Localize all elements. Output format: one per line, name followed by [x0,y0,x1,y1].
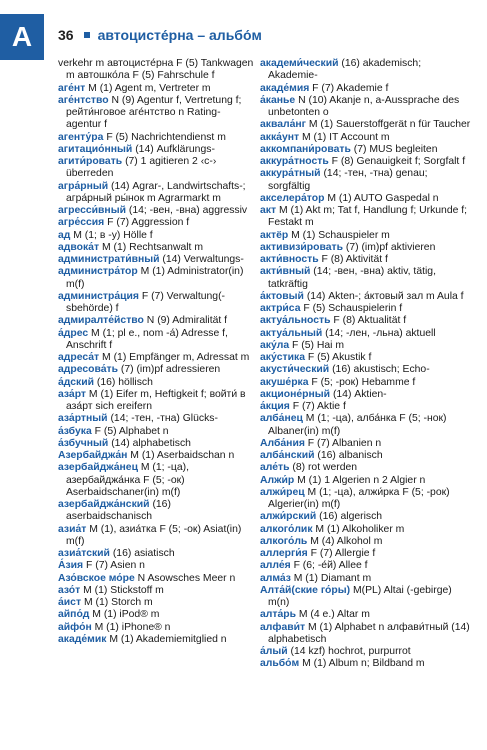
dictionary-entry [260,475,472,487]
entry-headword: акуше́рка [260,376,309,388]
dictionary-entry [260,524,472,536]
dictionary-entry [58,156,254,181]
entry-definition: N (9) Agentur f, Vertretung f; рейти́нговое аге́нтство n Rating-agentur f [66,94,242,131]
dictionary-entry [58,499,254,524]
entry-definition: (14; -вен, -вна) aktiv, tätig, tatkräftig [268,266,436,290]
dictionary-entry [58,181,254,206]
entry-headword: аквала́нг [260,119,306,131]
dictionary-entry [58,389,254,414]
entry-definition: F (6; -е́й) Allee f [293,560,368,572]
entry-definition: M (1) 1 Algerien n 2 Algier n [297,474,426,486]
entry-definition: (14) Akten-; а́ктовый зал m Aula f [306,290,464,302]
entry-definition: F (7) Allergie f [310,548,376,559]
dictionary-entry [260,230,472,242]
entry-definition: (14) alphabetisch [111,437,191,449]
dictionary-entry [260,193,472,205]
dictionary-entry [58,560,254,572]
dictionary-entry [260,315,472,327]
entry-definition: (16) albanisch [317,450,383,461]
entry-definition: F (7) Aggression f [107,217,190,229]
dictionary-entry [260,658,472,670]
entry-headword: але́ть [260,462,290,474]
entry-headword: айфо́н [58,621,92,633]
dictionary-entry [58,524,254,549]
dictionary-entry [58,462,254,499]
entry-definition: (16) algerisch [319,511,383,523]
dictionary-entry [260,377,472,389]
entry-definition: F (5) Schauspielerin f [303,303,403,314]
entry-headword: алба́нец [260,413,303,425]
entry-headword: администрати́вный [58,254,160,265]
entry-definition: M (1) Diamant m [293,572,372,584]
dictionary-entry [58,548,254,560]
entry-definition: M (1), азиа́тка F (5; -ок) Asiat(in) m(f) [66,523,242,547]
entry-headword: агресси́вный [58,205,126,216]
entry-headword: алжи́рец [260,486,305,498]
dictionary-entry [260,401,472,413]
entry-definition: M (1) Rechtsanwalt m [101,241,203,253]
dictionary-entry [260,622,472,647]
entry-headword: аге́нт [58,82,86,94]
dictionary-entry [260,83,472,95]
entry-headword: азо́т [58,584,81,596]
entry-definition: (14; -тен, -тна) genau; sorgfältig [268,168,428,192]
entry-definition: M (1) iPod® m [92,609,160,621]
entry-headword: аккура́тный [260,168,321,180]
entry-definition: M (1) Akt m; Tat f, Handlung f; Urkunde f; Festakt m [268,205,468,229]
dictionary-entry [58,597,254,609]
dictionary-entry [260,560,472,572]
entry-definition: F (8) Aktivität f [321,254,388,265]
entry-definition: M (1) iPhone® n [94,621,171,633]
entry-definition: M (1) AUTO Gaspedal n [327,192,439,204]
dictionary-entry [260,156,472,168]
entry-definition: (14 kzf) hochrot, purpurrot [290,646,411,657]
dictionary-entry [260,511,472,523]
dictionary-entry [260,254,472,266]
entry-definition: (8) rot werden [292,462,358,474]
entry-headword: актёр [260,229,289,241]
dictionary-entry [260,609,472,621]
dictionary-entry [58,205,254,217]
dictionary-entry [260,132,472,144]
dictionary-entry [260,438,472,450]
entry-definition: F (7) Verwaltung(-sbehörde) f [66,290,225,314]
entry-headword: акти́вный [260,266,311,278]
entry-headword: а́кция [260,401,290,412]
dictionary-entry [260,291,472,303]
entry-headword: агре́ссия [58,217,105,229]
dictionary-entry [260,585,472,610]
dictionary-entry [58,609,254,621]
page-number: 36 [58,27,74,43]
entry-definition: M (1) Agent m, Vertreter m [88,82,211,94]
entry-definition: F (5) Hai m [292,339,344,351]
entry-headword: альбо́м [260,658,300,670]
entry-headword: акселера́тор [260,192,325,204]
entry-definition: M (1) IT Account m [302,131,390,143]
entry-headword: адреса́т [58,352,100,363]
entry-headword: академи́ческий [260,58,339,69]
entry-definition: M (1) Stickstoff m [83,584,164,596]
entry-headword: азербайджа́нский [58,499,150,510]
entry-headword: актри́са [260,303,301,314]
dictionary-entry [58,315,254,327]
entry-headword: акаде́мия [260,82,310,94]
entry-headword: а́лый [260,646,288,657]
entry-headword: Алта́й(ские го́ры) [260,584,351,596]
entry-definition: F (7) Albanien n [307,437,382,449]
entry-definition: M (1) Administrator(in) m(f) [66,266,244,290]
dictionary-entry [58,217,254,229]
entry-definition: F (8) Genauigkeit f; Sorgfalt f [331,156,466,167]
dictionary-entry [260,450,472,462]
entry-headword: администра́тор [58,266,138,278]
entry-headword: а́ист [58,597,82,608]
dictionary-entry [260,413,472,438]
entry-headword: а́дский [58,376,94,388]
entry-definition: F (7) Aktie f [292,401,346,412]
entry-definition: (14) Verwaltungs- [162,254,244,265]
entry-headword: алкого́лик [260,523,313,535]
dictionary-entry [58,585,254,597]
entry-headword: Алба́ния [260,437,305,449]
header-square-icon [84,32,90,38]
entry-headword: адресова́ть [58,364,118,376]
entry-headword: аку́ла [260,339,290,351]
entry-headword: азербайджа́нец [58,462,138,474]
entry-headword: аку́стика [260,352,305,363]
entry-definition: (14; -вен, -вна) aggressiv [128,205,248,216]
entry-definition: F (5) Akustik f [307,352,372,363]
entry-definition: N (10) Akanje n, a-Aussprache des unbetonten o [268,94,460,118]
page-header [58,24,262,46]
dictionary-entry [58,58,254,83]
entry-headword: азиа́тский [58,548,110,559]
entry-definition: M (1) Sauerstoffgerät n für Taucher [308,119,471,131]
entry-definition: M (1; -ца), алжи́рка F (5; -рок) Algerier(in) m(f) [268,486,450,510]
dictionary-entry [260,389,472,401]
entry-headword: алта́рь [260,609,296,621]
entry-definition: (14; -лен, -льна) aktuell [325,327,436,339]
dictionary-entry [260,328,472,340]
entry-definition: (16) akademisch; Akademie- [268,58,422,82]
entry-headword: а́дрес [58,327,89,339]
entry-headword: акционе́рный [260,388,331,400]
dictionary-entry [260,548,472,560]
entry-definition: verkehr m автоцисте́рна F (5) Tankwagen m автошко́ла F (5) Fahrschule f [58,58,254,82]
entry-headword: актуа́льный [260,327,323,339]
entry-headword: аккомпани́ровать [260,143,351,155]
dictionary-entry [260,573,472,585]
dictionary-entry [58,573,254,585]
entry-headword: алфави́т [260,621,306,633]
dictionary-entry [58,438,254,450]
dictionary-entry [58,413,254,425]
entry-headword: алжи́рский [260,511,317,523]
dictionary-entry [58,95,254,132]
entry-definition: (7) MUS begleiten [353,143,438,155]
entry-headword: а́ктовый [260,290,304,302]
left-column [58,58,254,738]
dictionary-entry [58,426,254,438]
dictionary-entry [260,487,472,512]
entry-headword: а́канье [260,94,296,106]
entry-headword: Алжи́р [260,474,295,486]
dictionary-entry [260,303,472,315]
entry-headword: акусти́ческий [260,364,330,376]
dictionary-entry [58,254,254,266]
dictionary-entry [260,536,472,548]
dictionary-entry [58,622,254,634]
entry-definition: M (1; pl е., nom -а́) Adresse f, Anschrift f [66,327,228,351]
dictionary-entry [58,242,254,254]
entry-definition: M (1) Akademiemitglied n [109,633,227,645]
entry-definition: F (8) Aktualität f [333,315,407,327]
dictionary-entry [260,266,472,291]
entry-headword: адвока́т [58,241,100,253]
entry-headword: активизи́ровать [260,241,343,253]
entry-headword: а́збучный [58,437,109,449]
entry-definition: (14) Agrar-, Landwirtschafts-; агра́рный ры́нок m Agrarmarkt m [66,180,246,204]
entry-headword: А́зия [58,560,84,572]
entry-definition: (14) Aufklärungs- [135,143,215,155]
entry-definition: (7) (im)pf adressieren [120,364,221,376]
entry-definition: M (1) Storch m [83,597,153,608]
dictionary-entry [260,95,472,120]
entry-definition: N (9) Admiralität f [146,315,228,327]
entry-headword: агра́рный [58,180,109,192]
entry-headword: адмиралте́йство [58,315,144,327]
entry-definition: (16) aserbaidschanisch [66,499,171,523]
entry-headword: акаде́мик [58,633,107,645]
entry-headword: аллерги́я [260,548,308,559]
entry-headword: Азо́вское мо́ре [58,572,135,584]
entry-definition: M (1) Alphabet n алфави́тный (14) alphabetisch [268,621,470,645]
entry-headword: агити́ровать [58,156,123,167]
entry-headword: алкого́ль [260,535,308,547]
entry-headword: актуа́льность [260,315,331,327]
headword-range: автоцисте́рна – альбо́м [97,27,262,43]
dictionary-entry [58,144,254,156]
dictionary-entry [260,462,472,474]
entry-headword: ад [58,229,71,241]
dictionary-entry [58,291,254,316]
entry-definition: M (1; -ца), алба́нка F (5; -нок) Albaner(in) m(f) [268,413,447,437]
entry-headword: акт [260,205,277,216]
entry-headword: агенту́ра [58,131,104,143]
dictionary-entry [260,119,472,131]
entry-definition: F (5; -рок) Hebamme f [311,376,416,388]
dictionary-entry [260,340,472,352]
dictionary-entry [58,352,254,364]
entry-headword: аккура́тность [260,156,329,167]
entry-headword: айпо́д [58,609,90,621]
section-letter-tab: A [0,14,44,60]
entry-headword: акка́унт [260,131,300,143]
entry-definition: M (1) Alkoholiker m [315,523,405,535]
dictionary-entry [58,230,254,242]
dictionary-entry [260,364,472,376]
dictionary-entry [58,377,254,389]
entry-headword: алле́я [260,560,291,572]
dictionary-entry [260,144,472,156]
entry-headword: а́збука [58,425,92,437]
dictionary-entry [58,634,254,646]
entry-definition: N Asowsches Meer n [137,572,236,584]
dictionary-entry [260,58,472,83]
dictionary-entry [260,352,472,364]
entry-headword: Азербайджа́н [58,450,128,461]
entry-definition: F (5) Nachrichtendienst m [106,131,226,143]
dictionary-entry [58,132,254,144]
entry-definition: M (4) Alkohol m [310,535,383,547]
entry-definition: (14; -тен, -тна) Glücks- [110,413,218,425]
entry-definition: (16) akustisch; Echo- [332,364,430,376]
entry-definition: (16) höllisch [96,376,153,388]
entry-definition: (7) 1 agitieren 2 ‹c-› überreden [66,156,217,180]
dictionary-entry [58,450,254,462]
entry-definition: M (1) Eifer m, Heftigkeit f; войти́ в аза́рт sich ereifern [66,388,246,412]
entry-definition: (16) asiatisch [112,548,175,559]
dictionary-entry [58,364,254,376]
entry-definition: M(PL) Altai (-gebirge) m(n) [268,584,452,608]
entry-headword: акти́вность [260,254,319,265]
entry-definition: M (1) Aserbaidschan n [130,450,235,461]
dictionary-entry [260,646,472,658]
entry-definition: (14) Aktien- [332,388,387,400]
entry-definition: F (5) Alphabet n [94,425,169,437]
entry-headword: аза́рт [58,388,87,400]
entry-headword: администра́ция [58,290,139,302]
entry-headword: азиа́т [58,523,87,535]
dictionary-entry [58,328,254,353]
entry-definition: M (1) Empfänger m, Adressat m [102,352,250,363]
entry-definition: M (1; -ца), азербайджа́нка F (5; -ок) Aserbaidschaner(in) m(f) [66,462,189,498]
dictionary-entry [58,266,254,291]
entry-headword: аге́нтство [58,94,109,106]
entry-headword: агитацио́нный [58,143,133,155]
entry-headword: аза́ртный [58,413,108,425]
entry-headword: алма́з [260,572,291,584]
entry-headword: алба́нский [260,450,315,461]
right-column [260,58,472,738]
dictionary-entry [58,83,254,95]
entry-definition: M (1) Schauspieler m [291,229,390,241]
entry-definition: F (7) Akademie f [312,82,389,94]
dictionary-entry [260,205,472,230]
entry-definition: (7) (im)pf aktivieren [345,241,436,253]
entry-definition: M (1) Album n; Bildband m [302,658,425,670]
entry-definition: M (4 e.) Altar m [298,609,370,621]
entry-definition: F (7) Asien n [86,560,145,572]
dictionary-entry [260,168,472,193]
dictionary-entry [260,242,472,254]
entry-definition: M (1; в -у) Hölle f [73,229,153,241]
